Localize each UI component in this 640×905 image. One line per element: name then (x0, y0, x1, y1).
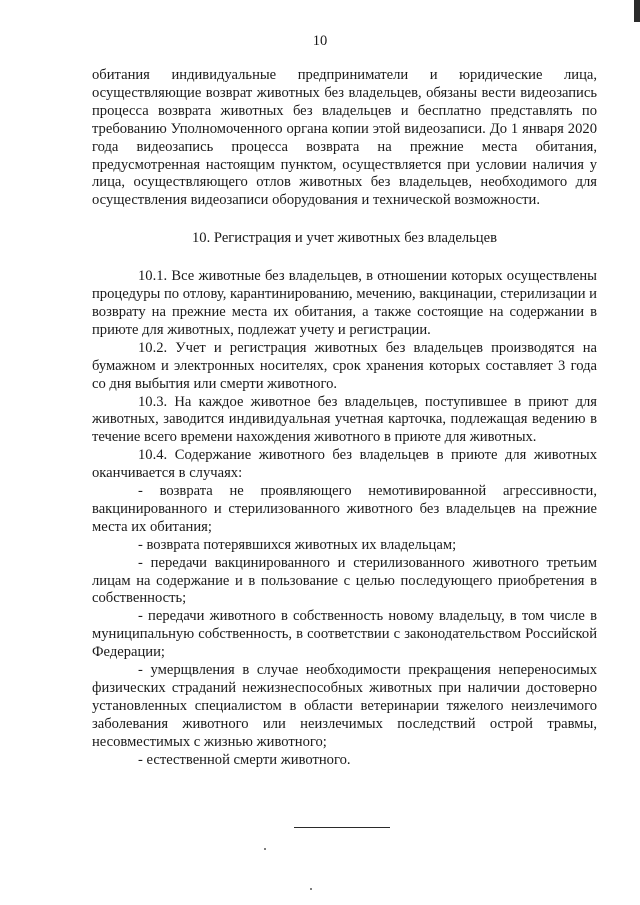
document-body (92, 67, 597, 770)
list-item: - умерщвления в случае необходимости прекращения непереносимых физических страданий нежизнеспособных животных при наличии достоверно установленных специалистом в области ветеринарии тяжелого неизлечимого заболевания животного или неизлечимых последствий острой травмы, несовместимых с жизнью животного; (92, 662, 597, 750)
clause-10-1: 10.1. Все животные без владельцев, в отношении которых осуществлены процедуры по отлову, карантинированию, мечению, вакцинации, стерилизации и возврату на прежние места их обитания, а также состоящие на содержании в приюте для животных, подлежат учету и регистрации. (92, 268, 597, 338)
clause-10-4: 10.4. Содержание животного без владельцев в приюте для животных оканчивается в случаях: (92, 447, 597, 482)
footer-separator-line (294, 827, 390, 828)
section-heading: 10. Регистрация и учет животных без владельцев (192, 230, 497, 247)
clause-10-3: 10.3. На каждое животное без владельцев, поступившее в приют для животных, заводится индивидуальная учетная карточка, подлежащая ведению в течение всего времени нахождения животного в приюте для животных. (92, 393, 597, 446)
scan-speck (264, 848, 266, 850)
page-number: 10 (312, 33, 328, 49)
opening-paragraph: обитания индивидуальные предприниматели и юридические лица, осуществляющие возврат животных без владельцев, обязаны вести видеозапись процесса возврата животных без владельцев и бесплатно представлять по требованию Уполномоченного органа копии этой видеозаписи. До 1 января 2020 года видеозапись процесса возврата на прежние места обитания, предусмотренная настоящим пунктом, осуществляется при условии наличия у лица, осуществляющего отлов животных без владельцев, необходимого для осуществления видеозаписи оборудования и технической возможности. (92, 67, 597, 209)
list-item: - передачи вакцинированного и стерилизованного животного третьим лицам на содержание и в пользование с целью последующего приобретения в собственность; (92, 554, 597, 607)
scan-speck (310, 888, 312, 890)
list-item: - естественной смерти животного. (138, 751, 351, 768)
scan-edge-mark (634, 0, 640, 22)
clause-10-2: 10.2. Учет и регистрация животных без владельцев производятся на бумажном и электронных носителях, срок хранения которых составляет 3 года со дня выбытия или смерти животного. (92, 339, 597, 392)
list-item: - возврата потерявшихся животных их владельцам; (138, 536, 457, 553)
list-item: - возврата не проявляющего немотивированной агрессивности, вакцинированного и стерилизованного животного без владельцев на прежние места их обитания; (92, 483, 597, 535)
list-item: - передачи животного в собственность новому владельцу, в том числе в муниципальную собственность, в соответствии с законодательством Российской Федерации; (92, 608, 597, 661)
